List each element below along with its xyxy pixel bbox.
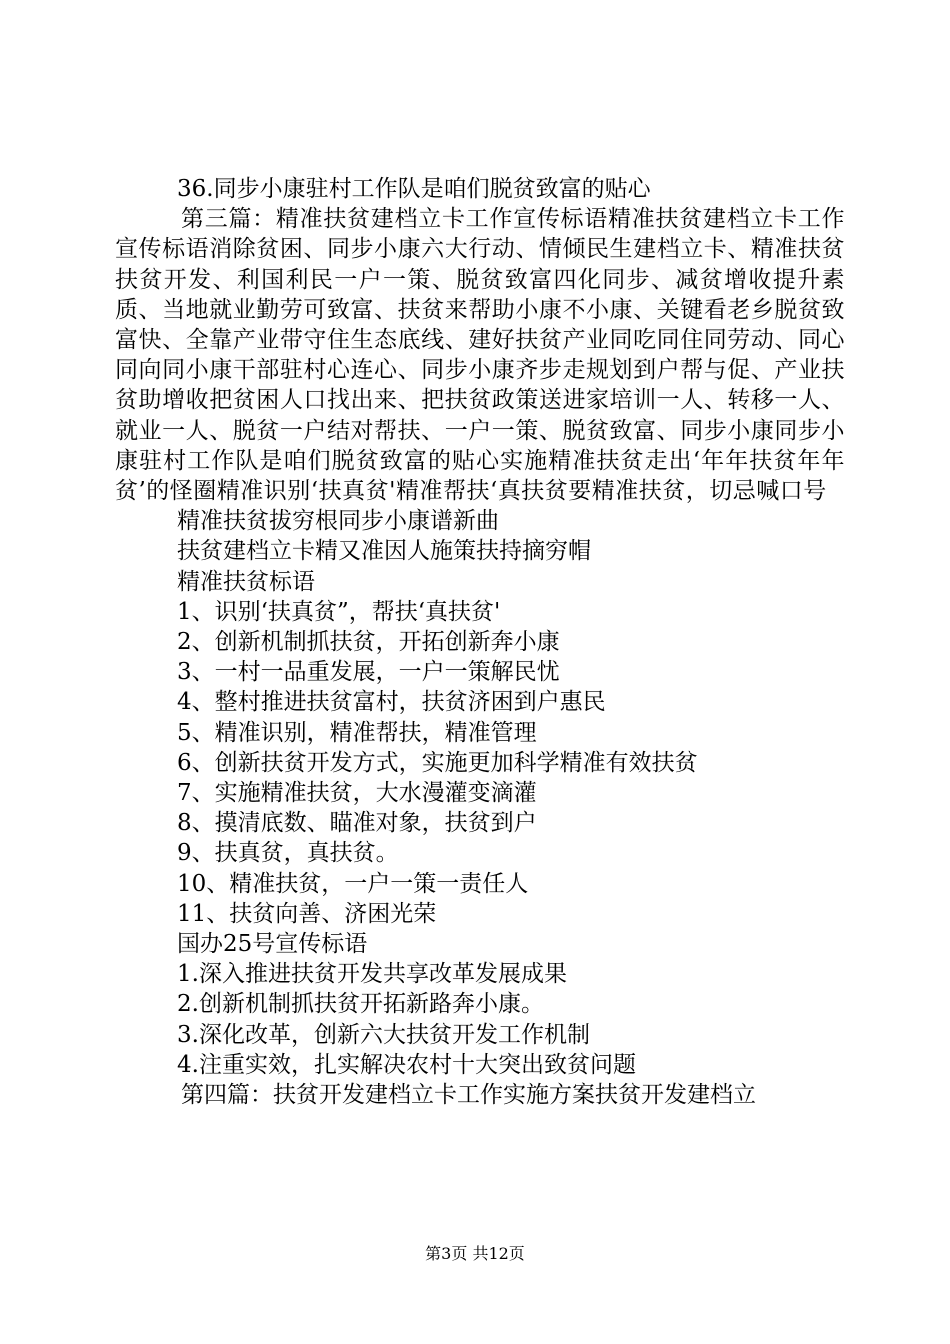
slogan-item: 8、摸清底数、瞄准对象，扶贫到户: [177, 810, 537, 837]
section-heading-line: 第四篇：扶贫开发建档立卡工作实施方案扶贫开发建档立: [181, 1082, 756, 1109]
slogan-item: 9、扶真贫，真扶贫。: [177, 840, 399, 867]
slogan-item: 2、创新机制抓扶贫，开拓创新奔小康: [177, 629, 560, 656]
page-number: 第3页 共12页: [425, 1244, 525, 1263]
section-paragraph: 第三篇：精准扶贫建档立卡工作宣传标语精准扶贫建档立卡工作宣传标语消除贫困、同步小康六大行动、情倾民生建档立卡、精准扶贫扶贫开发、利国利民一户一策、脱贫致富四化同步、减贫增收提升素质、当地就业勤劳可致富、扶贫来帮助小康不小康、关键看老乡脱贫致富快、全靠产业带守住生态底线、建好扶贫产业同吃同住同劳动、同心同向同小康干部驻村心连心、同步小康齐步走规划到户帮与促、产业扶贫助增收把贫困人口找出来、把扶贫政策送进家培训一人、转移一人、就业一人、脱贫一户结对帮扶、一户一策、脱贫致富、同步小康同步小康驻村工作队是咱们脱贫致富的贴心实施精准扶贫走出‘年年扶贫年年贫’的怪圈精准识别‘扶真贫'精准帮扶‘真扶贫要精准扶贫，切忌喊口号: [115, 206, 845, 505]
slogan-item: 6、创新扶贫开发方式，实施更加科学精准有效扶贫: [177, 749, 698, 776]
page-footer: [0, 1244, 950, 1264]
slogan-item: 3、一村一品重发展，一户一策解民忧: [177, 659, 560, 686]
slogan-item: 3.深化改革，创新六大扶贫开发工作机制: [177, 1021, 590, 1048]
slogan-item: 2.创新机制抓扶贫开拓新路奔小康。: [177, 991, 544, 1018]
text-line: 国办25号宣传标语: [177, 931, 368, 958]
text-line: 精准扶贫标语: [177, 568, 315, 595]
slogan-item: 7、实施精准扶贫，大水漫灌变滴灌: [177, 780, 537, 807]
slogan-item: 4、整村推进扶贫富村，扶贫济困到户惠民: [177, 689, 606, 716]
text-line: 扶贫建档立卡精又准因人施策扶持摘穷帽: [177, 538, 591, 565]
text-line: 36.同步小康驻村工作队是咱们脱贫致富的贴心: [177, 176, 651, 202]
document-body: [115, 174, 845, 1110]
slogan-item: 4.注重实效，扎实解决农村十大突出致贫问题: [177, 1051, 636, 1078]
slogan-item: 1、识别‘扶真贫”，帮扶‘真扶贫': [177, 598, 501, 625]
slogan-item: 10、精准扶贫，一户一策一责任人: [177, 870, 529, 897]
text-line: 精准扶贫拔穷根同步小康谱新曲: [177, 508, 499, 535]
slogan-item: 1.深入推进扶贫开发共享改革发展成果: [177, 961, 567, 988]
slogan-item: 11、扶贫向善、济困光荣: [177, 900, 437, 927]
slogan-item: 5、精准识别，精准帮扶，精准管理: [177, 719, 537, 746]
